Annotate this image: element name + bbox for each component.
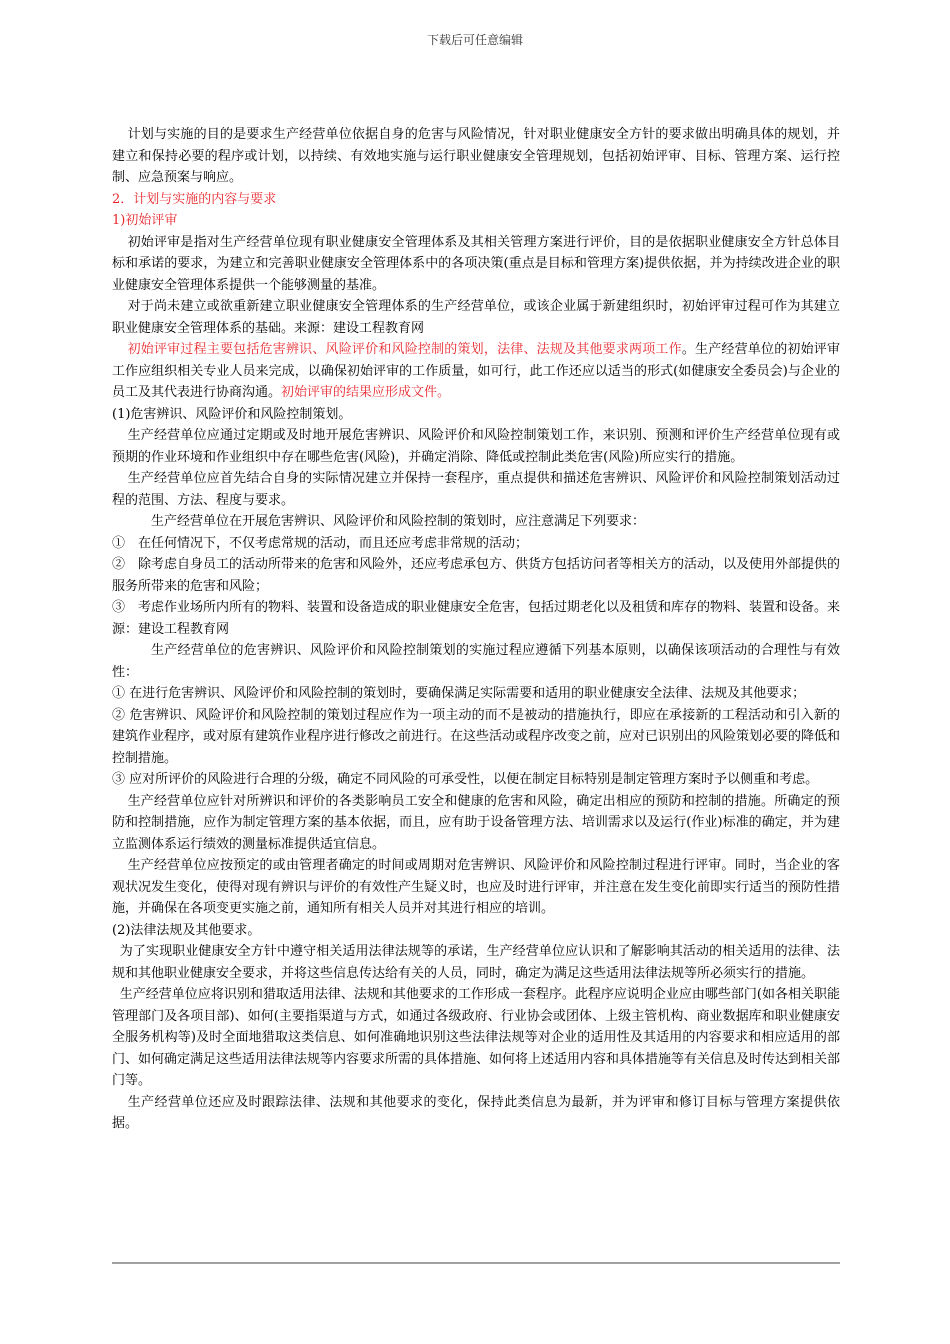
footer-divider <box>112 1262 840 1264</box>
page-header: 下载后可任意编辑 <box>426 33 523 47</box>
paragraph-text: 。生产经营单位的初始评审工作应组织相关专业人员来完成，以确保初始评审的工作质量，如可行，此工作还应以适当的形式(如健康安全委员会)与企业的员工及其代表进行协商沟通。 <box>112 342 840 400</box>
paragraph: 生产经营单位的危害辨识、风险评价和风险控制策划的实施过程应遵循下列基本原则，以确保该项活动的合理性与有效性： <box>112 643 840 680</box>
section-heading: 2．计划与实施的内容与要求 <box>112 191 277 207</box>
paragraph: 计划与实施的目的是要求生产经营单位依据自身的危害与风险情况，针对职业健康安全方针的要求做出明确具体的规划，并建立和保持必要的程序或计划，以持续、有效地实施与运行职业健康安全管理规划，包括初始评审、目标、管理方案、运行控制、应急预案与响应。 <box>112 127 840 185</box>
item-heading: (2)法律法规及其他要求。 <box>112 922 261 938</box>
paragraph: 为了实现职业健康安全方针中遵守相关适用法律法规等的承诺，生产经营单位应认识和了解影响其活动的相关适用的法律、法规和其他职业健康安全要求，并将这些信息传达给有关的人员，同时，确定为满足这些适用法律法规等所必须实行的措施。 <box>112 944 840 981</box>
paragraph: 对于尚未建立或欲重新建立职业健康安全管理体系的生产经营单位，或该企业属于新建组织时，初始评审过程可作为其建立职业健康安全管理体系的基础。来源：建设工程教育网 <box>112 299 840 336</box>
list-item: ① 在任何情况下，不仅考虑常规的活动，而且还应考虑非常规的活动； <box>112 535 529 551</box>
document-body <box>112 124 840 1135</box>
paragraph: 生产经营单位应针对所辨识和评价的各类影响员工安全和健康的危害和风险，确定出相应的预防和控制的措施。所确定的预防和控制措施，应作为制定管理方案的基本依据，而且，应有助于设备管理方法、培训需求以及运行(作业)标准的确定，并为建立监测体系运行绩效的测量标准提供适宜信息。 <box>112 793 840 852</box>
list-item: ③ 应对所评价的风险进行合理的分级，确定不同风险的可承受性，以便在制定目标特别是制定管理方案时予以侧重和考虑。 <box>112 772 819 787</box>
paragraph: 生产经营单位在开展危害辨识、风险评价和风险控制的策划时，应注意满足下列要求： <box>151 514 646 529</box>
list-item: ① 在进行危害辨识、风险评价和风险控制的策划时，要确保满足实际需要和适用的职业健康安全法律、法规及其他要求； <box>112 686 806 701</box>
paragraph: 生产经营单位应将识别和猎取适用法律、法规和其他要求的工作形成一套程序。此程序应说明企业应由哪些部门(如各相关职能管理部门及各项目部)、如何(主要指渠道与方式，如通过各级政府、行业协会或团体、上级主管机构、商业数据库和职业健康安全服务机构等)及时全面地猎取这类信息、如何准确地识别这些法律法规等对企业的适用性及其适用的内容要求和相应适用的部门、如何确定满足这些适用法律法规等内容要求所需的具体措施、如何将上述适用内容和具体措施等有关信息及时传达到相关部门等。 <box>112 987 841 1088</box>
highlight-text: 初始评审过程主要包括危害辨识、风险评价和风险控制的策划，法律、法规及其他要求两项工作 <box>127 342 682 357</box>
paragraph: 生产经营单位应通过定期或及时地开展危害辨识、风险评价和风险控制策划工作，来识别、预测和评价生产经营单位现有或预期的作业环境和作业组织中存在哪些危害(风险)，并确定消除、降低或控制此类危害(风险)所应实行的措施。 <box>112 428 840 465</box>
subsection-heading: 1)初始评审 <box>112 213 178 228</box>
paragraph: 初始评审是指对生产经营单位现有职业健康安全管理体系及其相关管理方案进行评价，目的是依据职业健康安全方针总体目标和承诺的要求，为建立和完善职业健康安全管理体系中的各项决策(重点是目标和管理方案)提供依据，并为持续改进企业的职业健康安全管理体系提供一个能够测量的基准。 <box>112 234 840 293</box>
paragraph-mixed <box>112 339 840 404</box>
highlight-text: 初始评审的结果应形成文件。 <box>281 385 451 400</box>
paragraph: 生产经营单位还应及时跟踪法律、法规和其他要求的变化，保持此类信息为最新，并为评审和修订目标与管理方案提供依据。 <box>112 1094 840 1131</box>
paragraph: 生产经营单位应按预定的或由管理者确定的时间或周期对危害辨识、风险评价和风险控制过程进行评审。同时，当企业的客观状况发生变化，使得对现有辨识与评价的有效性产生疑义时，也应及时进行评审，并注意在发生变化前即实行适当的预防性措施，并确保在各项变更实施之前，通知所有相关人员并对其进行相应的培训。 <box>112 858 841 916</box>
paragraph: 生产经营单位应首先结合自身的实际情况建立并保持一套程序，重点提供和描述危害辨识、风险评价和风险控制策划活动过程的范围、方法、程度与要求。 <box>112 471 840 508</box>
item-heading: (1)危害辨识、风险评价和风险控制策划。 <box>112 406 352 422</box>
list-item: ③ 考虑作业场所内所有的物料、装置和设备造成的职业健康安全危害，包括过期老化以及租赁和库存的物料、装置和设备。来源：建设工程教育网 <box>112 600 841 637</box>
list-item: ② 危害辨识、风险评价和风险控制的策划过程应作为一项主动的而不是被动的措施执行，即应在承接新的工程活动和引入新的建筑作业程序，或对原有建筑作业程序进行修改之前进行。在这些活动或程序改变之前，应对已识别出的风险策划必要的降低和控制措施。 <box>112 707 841 766</box>
list-item: ② 除考虑自身员工的活动所带来的危害和风险外，还应考虑承包方、供货方包括访问者等相关方的活动，以及使用外部提供的服务所带来的危害和风险； <box>112 557 841 594</box>
